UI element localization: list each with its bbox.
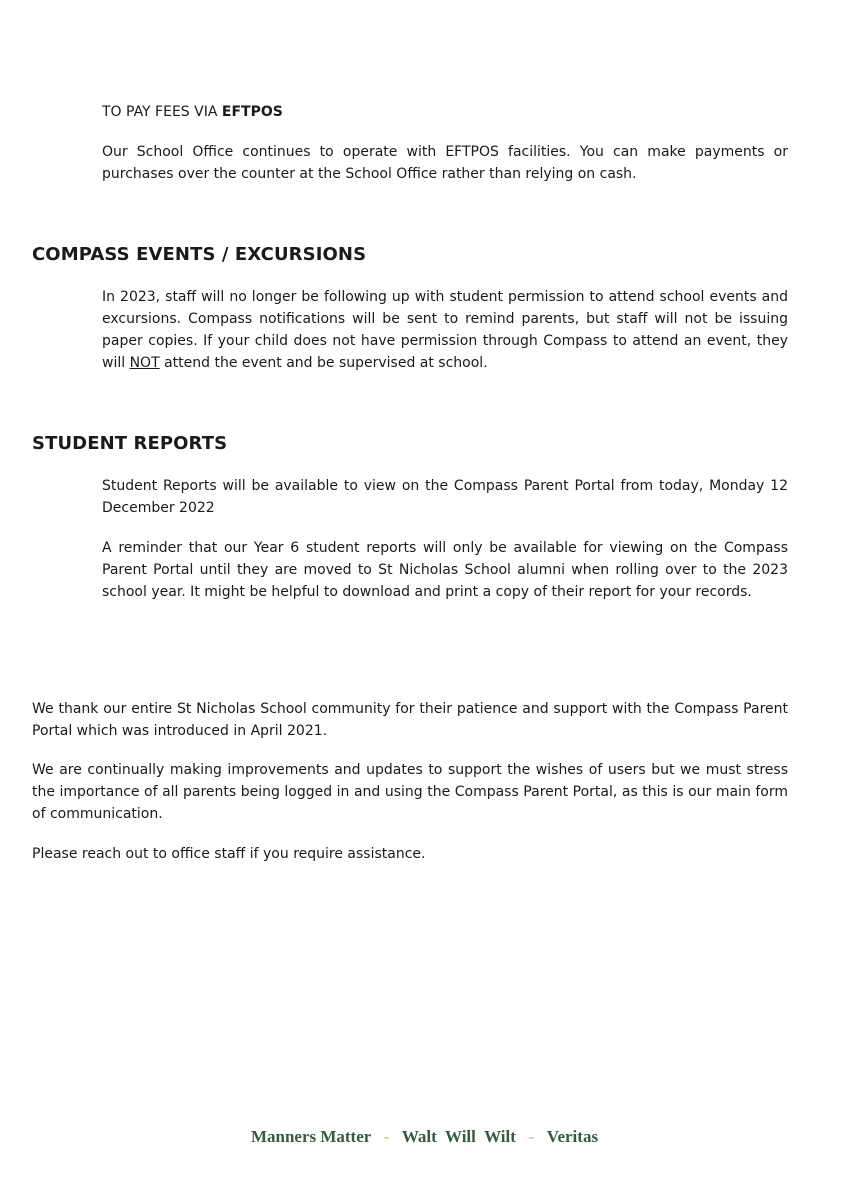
student-reports-paragraph-1: Student Reports will be available to view on the Compass Parent Portal from today, Monday 12 December 2022 [102, 478, 788, 516]
eftpos-paragraph: Our School Office continues to operate with EFTPOS facilities. You can make payments or purchases over the counter at the School Office rather than relying on cash. [102, 144, 788, 182]
eftpos-title-bold: EFTPOS [221, 104, 283, 120]
closing-paragraph-1: We thank our entire St Nicholas School community for their patience and support with the Compass Parent Portal which was introduced in April 2021. [32, 701, 788, 739]
motto-separator-2: - [528, 1127, 535, 1146]
eftpos-title-prefix: TO PAY FEES VIA [102, 104, 218, 120]
motto-walt-will-wilt: Walt Will Wilt [401, 1127, 516, 1146]
motto-separator-1: - [383, 1127, 390, 1146]
compass-events-text-after: attend the event and be supervised at school. [159, 355, 488, 371]
motto-veritas: Veritas [546, 1127, 599, 1146]
student-reports-paragraph-2: A reminder that our Year 6 student reports will only be available for viewing on the Compass Parent Portal until they are moved to St Nicholas School alumni when rolling over to the 2023 school year. It might be helpful to download and print a copy of their report for your records. [102, 540, 788, 600]
compass-events-underlined-not: NOT [129, 355, 160, 371]
eftpos-title [102, 101, 788, 123]
compass-events-text-before: In 2023, staff will no longer be following up with student permission to attend school events and excursions. Compass notifications will be sent to remind parents, but staff will not be issuing paper copies. If your child does not have permission through Compass to attend an event, they will [102, 289, 788, 371]
footer-motto [0, 1127, 849, 1147]
closing-paragraph-2: We are continually making improvements and updates to support the wishes of users but we must stress the importance of all parents being logged in and using the Compass Parent Portal, as this is our main form of communication. [32, 762, 788, 822]
student-reports-heading: STUDENT REPORTS [32, 433, 228, 454]
closing-paragraph-3: Please reach out to office staff if you require assistance. [32, 846, 426, 862]
compass-events-heading: COMPASS EVENTS / EXCURSIONS [32, 244, 367, 265]
motto-manners-matter: Manners Matter [250, 1127, 371, 1146]
compass-events-paragraph [102, 286, 788, 374]
